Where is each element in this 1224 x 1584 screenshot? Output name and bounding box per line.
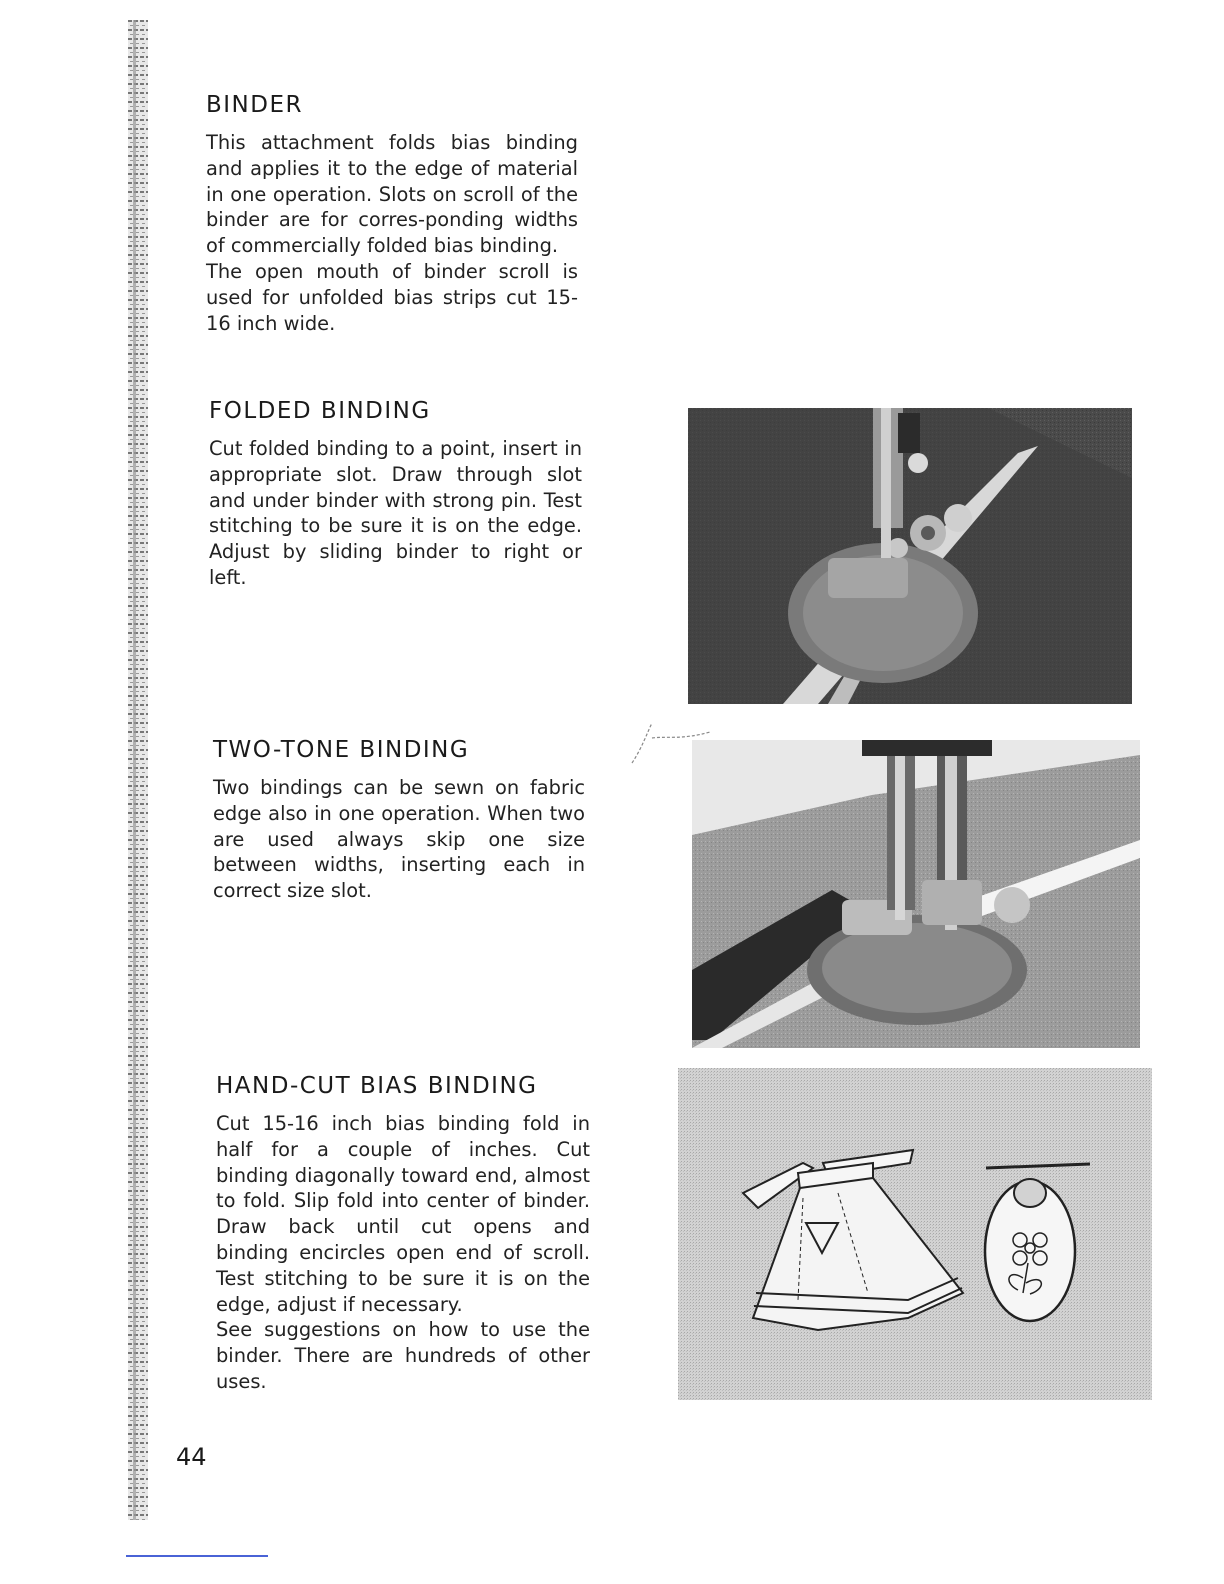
apron-and-bib-illustration xyxy=(678,1068,1152,1400)
page-number: 44 xyxy=(176,1443,207,1471)
bottom-rule xyxy=(126,1555,268,1557)
section-folded-binding xyxy=(209,398,582,591)
scan-binding-edge xyxy=(128,20,148,1520)
two-tone-binding-paragraph: Two bindings can be sewn on fabric edge also in one operation. When two are used always skip one size between widths, inserting each in correct size slot. xyxy=(213,776,585,903)
binder-paragraph-1: This attachment folds bias binding and applies it to the edge of material in one operation. Slots on scroll of the binder are for corres-ponding widths of commercially folded bias binding. xyxy=(206,131,578,258)
binder-heading: BINDER xyxy=(206,92,303,118)
hand-cut-paragraph-1: Cut 15-16 inch bias binding fold in half for a couple of inches. Cut binding diagonally toward end, almost to fold. Slip fold into center of binder. Draw back until cut opens and binding encircles open end of scroll. Test stitching to be sure it is on the edge, adjust if necessary. xyxy=(216,1112,590,1316)
two-tone-binding-photo xyxy=(692,740,1140,1048)
section-hand-cut-bias-binding xyxy=(216,1073,590,1395)
hand-cut-bias-binding-heading: HAND-CUT BIAS BINDING xyxy=(216,1073,538,1099)
hand-cut-paragraph-2: See suggestions on how to use the binder. There are hundreds of other uses. xyxy=(216,1318,590,1393)
folded-binding-heading: FOLDED BINDING xyxy=(209,398,431,424)
section-binder xyxy=(206,92,578,336)
two-tone-binding-heading: TWO-TONE BINDING xyxy=(213,737,470,763)
binder-paragraph-2: The open mouth of binder scroll is used for unfolded bias strips cut 15-16 inch wide. xyxy=(206,259,578,335)
folded-binding-paragraph: Cut folded binding to a point, insert in appropriate slot. Draw through slot and under binder with strong pin. Test stitching to be sure it is on the edge. Adjust by sliding binder to right or left. xyxy=(209,437,582,589)
folded-binding-photo xyxy=(688,408,1132,704)
section-two-tone-binding xyxy=(213,737,585,904)
